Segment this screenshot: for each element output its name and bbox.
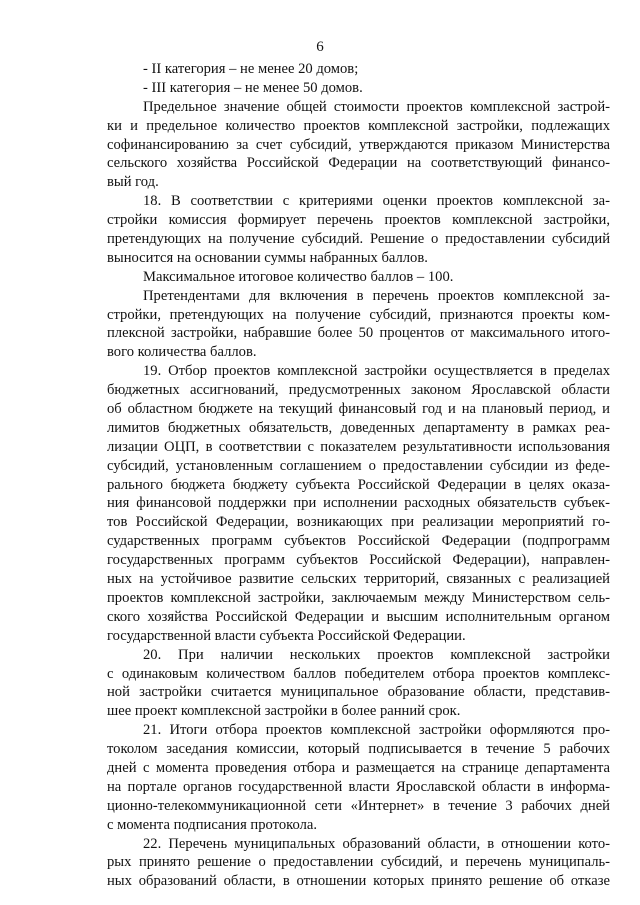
text-line: с момента подписания протокола. [107, 816, 317, 833]
text-line: бюджетных ассигнований, предусмотренных законом Ярославской области [107, 382, 610, 399]
text-line: стройки комиссия формирует перечень проектов комплексной застройки, [107, 212, 610, 229]
text-line: 21. Итоги отбора проектов комплексной застройки оформляются про- [143, 722, 610, 739]
text-line: сельского хозяйства Российской Федерации на соответствующий финансо- [107, 155, 610, 172]
text-line: ского хозяйства Российской Федерации и высшим исполнительным органом [107, 608, 610, 625]
text-line: субсидий, установленным соглашением о предоставлении субсидии из феде- [107, 457, 610, 474]
text-line: об областном бюджете на текущий финансовый год и на плановый период, и [107, 401, 610, 418]
text-line: ки и предельное количество проектов комплексной застройки, подлежащих [107, 117, 610, 134]
text-line: Претендентами для включения в перечень проектов комплексной за- [143, 287, 610, 304]
text-line: лимитов бюджетных обязательств, доведенных департаменту в рамках реа- [107, 419, 610, 436]
text-line: ной застройки считается муниципальное образование области, представив- [107, 684, 610, 701]
text-line: 22. Перечень муниципальных образований области, в отношении кото- [143, 835, 610, 852]
text-line: выносится на основании суммы набранных баллов. [107, 249, 428, 266]
text-line: вого количества баллов. [107, 344, 257, 361]
text-line: сударственных программ субъектов Российской Федерации (подпрограмм [107, 533, 610, 550]
text-line: рального бюджета бюджету субъекта Российской Федерации в целях оказа- [107, 476, 610, 493]
text-line: проектов комплексной застройки, заключаемым между Министерством сель- [107, 589, 610, 606]
text-line: вый год. [107, 174, 159, 191]
text-line: на портале органов государственной власти Ярославской области в информа- [107, 778, 610, 795]
text-line: ных на устойчивое развитие сельских территорий, связанных с реализацией [107, 571, 610, 588]
text-line: - II категория – не менее 20 домов; [143, 61, 359, 77]
text-line: лизации ОЦП, в соответствии с показателем результативности использования [107, 438, 610, 455]
text-line: с одинаковым количеством баллов победителем отбора проектов комплекс- [107, 665, 610, 682]
text-line: шее проект комплексной застройки в более ранний срок. [107, 703, 461, 720]
text-line: претендующих на получение субсидий. Решение о предоставлении субсидий [107, 231, 610, 248]
text-line: ционно-телекоммуникационной сети «Интернет» в течение 3 рабочих дней [107, 797, 610, 814]
text-line: - III категория – не менее 50 домов. [143, 79, 363, 96]
text-line: 20. При наличии нескольких проектов комплексной застройки [143, 646, 610, 663]
text-line: государственной власти субъекта Российской Федерации. [107, 627, 466, 644]
document-body [0, 60, 640, 891]
text-line: токолом заседания комиссии, который подписывается в течение 5 рабочих [107, 741, 610, 758]
text-line: стройки, претендующих на получение субсидий, признаются проекты ком- [107, 306, 610, 323]
text-line: ния финансовой поддержки при исполнении расходных обязательств субъек- [107, 495, 610, 512]
text-line: 19. Отбор проектов комплексной застройки осуществляется в пределах [143, 363, 610, 380]
text-line: тов Российской Федерации, возникающих при реализации мероприятий го- [107, 514, 610, 531]
text-line: 18. В соответствии с критериями оценки проектов комплексной за- [143, 193, 610, 210]
text-line: плексной застройки, набравшие более 50 процентов от максимального итого- [107, 325, 610, 342]
text-line: софинансированию за счет субсидий, утверждаются приказом Министерства [107, 136, 610, 153]
text-line: Максимальное итоговое количество баллов – 100. [143, 268, 454, 285]
text-line: государственных программ субъектов Российской Федерации), направлен- [107, 552, 610, 569]
text-line: Предельное значение общей стоимости проектов комплексной застрой- [143, 98, 610, 115]
text-line: дней с момента проведения отбора и размещается на странице департамента [107, 759, 610, 776]
text-line: рых принято решение о предоставлении субсидий, и перечень муниципаль- [107, 854, 610, 871]
text-line: ных образований области, в отношении которых принято решение об отказе [107, 873, 610, 890]
page-number: 6 [316, 39, 324, 55]
